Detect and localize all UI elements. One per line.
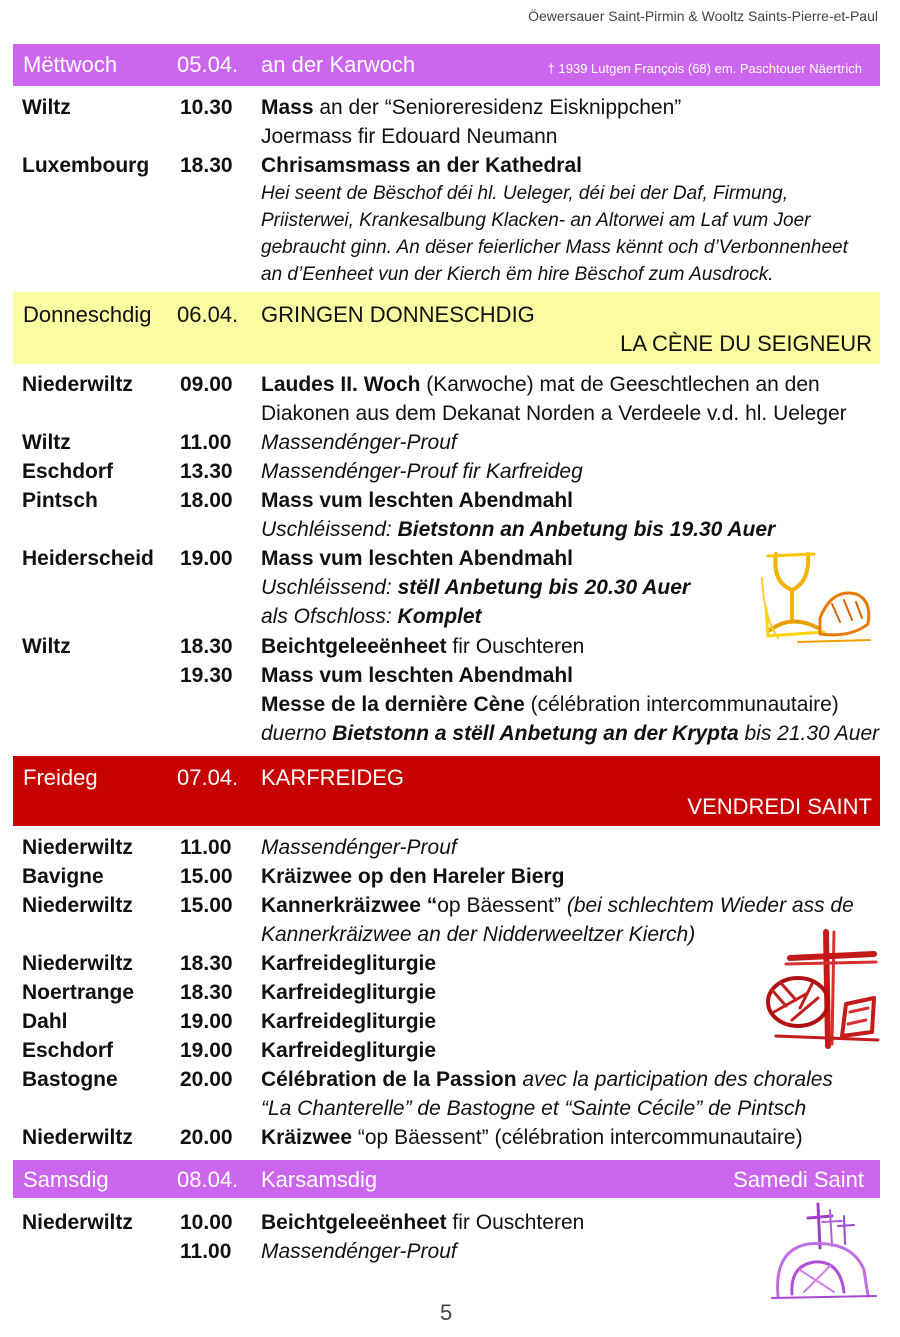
entry-description	[261, 1123, 871, 1152]
entry-time: 15.00	[180, 865, 233, 888]
entry-note: Uschléissend:	[261, 518, 398, 541]
entry-time: 20.00	[180, 1068, 233, 1091]
entry-note: Priisterwei, Krankesalbung Klacken- an Altorwei am Laf vum Joer	[261, 210, 811, 231]
day-header-wednesday	[13, 44, 880, 86]
entry-description	[261, 1065, 871, 1123]
entry-time: 13.30	[180, 460, 233, 483]
day-date: 07.04.	[177, 765, 239, 790]
day-subtitle: LA CÈNE DU SEIGNEUR	[620, 331, 872, 356]
entry-title: Beichtgeleeënheet	[261, 1211, 447, 1234]
entry-description: Massendénger-Prouf	[261, 836, 457, 859]
entry-description	[261, 661, 880, 748]
day-header-thursday	[13, 292, 880, 364]
entry-note-emphasis: Komplet	[397, 605, 482, 628]
entry-place: Bastogne	[22, 1068, 118, 1091]
entry-note: duerno	[261, 722, 333, 745]
entry-title: Célébration de la Passion	[261, 1068, 517, 1091]
entry-title: Laudes II. Woch	[261, 373, 421, 396]
entry-place: Pintsch	[22, 489, 98, 512]
entry-time: 10.00	[180, 1211, 233, 1234]
entry-place: Niederwiltz	[22, 952, 133, 975]
entry-text: Joermass fir Edouard Neumann	[261, 125, 558, 148]
entry-title: Karfreidegliturgie	[261, 1010, 437, 1033]
entry-time: 18.30	[180, 154, 233, 177]
entry-time: 11.00	[180, 1240, 232, 1263]
entry-text: fir Ouschteren	[446, 1211, 585, 1234]
cross-crown-of-thorns-icon	[756, 928, 886, 1052]
entry-place: Wiltz	[22, 96, 71, 119]
entry-place: Niederwiltz	[22, 1126, 133, 1149]
entry-note-emphasis: Bietstonn a stëll Anbetung an der Krypta	[332, 722, 739, 745]
entry-time: 19.00	[180, 547, 233, 570]
entry-note: “La Chanterelle” de Bastogne et “Sainte Cécile” de Pintsch	[261, 1097, 807, 1120]
entry-place: Luxembourg	[22, 154, 150, 177]
entry-text: (célébration intercommunautaire)	[524, 693, 839, 716]
entry-note: gebraucht ginn. An dëser feierlicher Mass kënnt och d’Verbonnenheet	[261, 237, 848, 258]
entry-text: Diakonen aus dem Dekanat Norden a Verdeele v.d. hl. Ueleger	[261, 402, 847, 425]
entry-description: Massendénger-Prouf	[261, 431, 457, 454]
entry-time: 09.00	[180, 373, 233, 396]
day-name: Donneschdig	[23, 302, 152, 327]
entry-time: 19.00	[180, 1039, 233, 1062]
entry-title: Karfreidegliturgie	[261, 1039, 437, 1062]
entry-note: Hei seent de Bëschof déi hl. Ueleger, déi bei der Daf, Firmung,	[261, 183, 789, 204]
entry-note-emphasis: Bietstonn an Anbetung bis 19.30 Auer	[397, 518, 776, 541]
entry-title: Beichtgeleeënheet	[261, 635, 447, 658]
entry-title: Kräizwee	[261, 1126, 353, 1149]
entry-note: (bei schlechtem Wieder ass de	[561, 894, 854, 917]
entry-time: 18.00	[180, 489, 233, 512]
entry-description	[261, 151, 871, 288]
empty-tomb-cross-icon	[768, 1200, 880, 1304]
entry-description: Massendénger-Prouf	[261, 1240, 457, 1263]
entry-note-emphasis: stëll Anbetung bis 20.30 Auer	[397, 576, 691, 599]
entry-text: an der “Senioreresidenz Eisknippchen”	[313, 96, 682, 119]
entry-time: 11.00	[180, 836, 232, 859]
day-header-saturday	[13, 1160, 880, 1198]
entry-description	[261, 370, 871, 428]
entry-text: “op Bäessent” (célébration intercommunautaire)	[352, 1126, 803, 1149]
day-title: GRINGEN DONNESCHDIG	[261, 302, 535, 327]
entry-place: Wiltz	[22, 635, 71, 658]
entry-note: als Ofschloss:	[261, 605, 398, 628]
entry-title: Mass	[261, 96, 314, 119]
entry-description	[261, 93, 871, 151]
entry-title: Kannerkräizwee “	[261, 894, 438, 917]
entry-time: 15.00	[180, 894, 233, 917]
entry-place: Noertrange	[22, 981, 135, 1004]
entry-note: Uschléissend:	[261, 576, 398, 599]
entry-description	[261, 486, 871, 544]
entry-title: Kräizwee op den Hareler Bierg	[261, 865, 565, 888]
entry-place: Niederwiltz	[22, 1211, 133, 1234]
parish-header: Öewersauer Saint-Pirmin & Wooltz Saints-Pierre-et-Paul	[528, 8, 878, 24]
day-title: an der Karwoch	[261, 52, 416, 77]
day-subtitle: Samedi Saint	[733, 1167, 864, 1192]
entry-title: Messe de la dernière Cène	[261, 693, 525, 716]
day-header-friday	[13, 756, 880, 826]
entry-time: 19.00	[180, 1010, 233, 1033]
entry-place: Bavigne	[22, 865, 104, 888]
entry-time: 18.30	[180, 952, 233, 975]
entry-place: Eschdorf	[22, 1039, 114, 1062]
entry-text: op Bäessent”	[437, 894, 561, 917]
entry-description	[261, 862, 871, 891]
entry-text: (Karwoche) mat de Geeschtlechen an den	[420, 373, 820, 396]
day-date: 08.04.	[177, 1167, 239, 1192]
entry-place: Heiderscheid	[22, 547, 154, 570]
entry-title: Mass vum leschten Abendmahl	[261, 489, 573, 512]
day-title: Karsamsdig	[261, 1167, 378, 1192]
day-name: Freideg	[23, 765, 98, 790]
day-date: 05.04.	[177, 52, 239, 77]
entry-time: 20.00	[180, 1126, 233, 1149]
entry-time: 18.30	[180, 981, 233, 1004]
entry-time: 10.30	[180, 96, 233, 119]
entry-time: 11.00	[180, 431, 232, 454]
entry-text: fir Ouschteren	[446, 635, 585, 658]
day-subtitle: VENDREDI SAINT	[687, 794, 872, 819]
day-title: KARFREIDEG	[261, 765, 405, 790]
page-number: 5	[440, 1300, 453, 1325]
entry-place: Dahl	[22, 1010, 68, 1033]
entry-note: bis 21.30 Auer	[738, 722, 880, 745]
entry-title: Mass vum leschten Abendmahl	[261, 664, 573, 687]
entry-note: Kannerkräizwee an der Nidderweeltzer Kierch)	[261, 923, 696, 946]
entry-title: Karfreidegliturgie	[261, 981, 437, 1004]
entry-place: Wiltz	[22, 431, 71, 454]
entry-place: Niederwiltz	[22, 894, 133, 917]
day-date: 06.04.	[177, 302, 239, 327]
entry-place: Niederwiltz	[22, 836, 133, 859]
entry-time: 18.30	[180, 635, 233, 658]
chalice-bread-icon	[758, 548, 876, 648]
entry-title: Chrisamsmass an der Kathedral	[261, 154, 582, 177]
entry-time: 19.30	[180, 664, 233, 687]
entry-title: Mass vum leschten Abendmahl	[261, 547, 573, 570]
entry-place: Niederwiltz	[22, 373, 133, 396]
day-name: Samsdig	[23, 1167, 109, 1192]
entry-description: Massendénger-Prouf fir Karfreideg	[261, 460, 583, 483]
day-name: Mëttwoch	[23, 52, 118, 77]
entry-place: Eschdorf	[22, 460, 114, 483]
entry-title: Karfreidegliturgie	[261, 952, 437, 975]
obituary-note: † 1939 Lutgen François (68) em. Paschtouer Näertrich	[547, 61, 862, 76]
entry-note: avec la participation des chorales	[516, 1068, 833, 1091]
entry-note: an d’Eenheet vun der Kierch ëm hire Bëschof zum Ausdrock.	[261, 264, 774, 285]
